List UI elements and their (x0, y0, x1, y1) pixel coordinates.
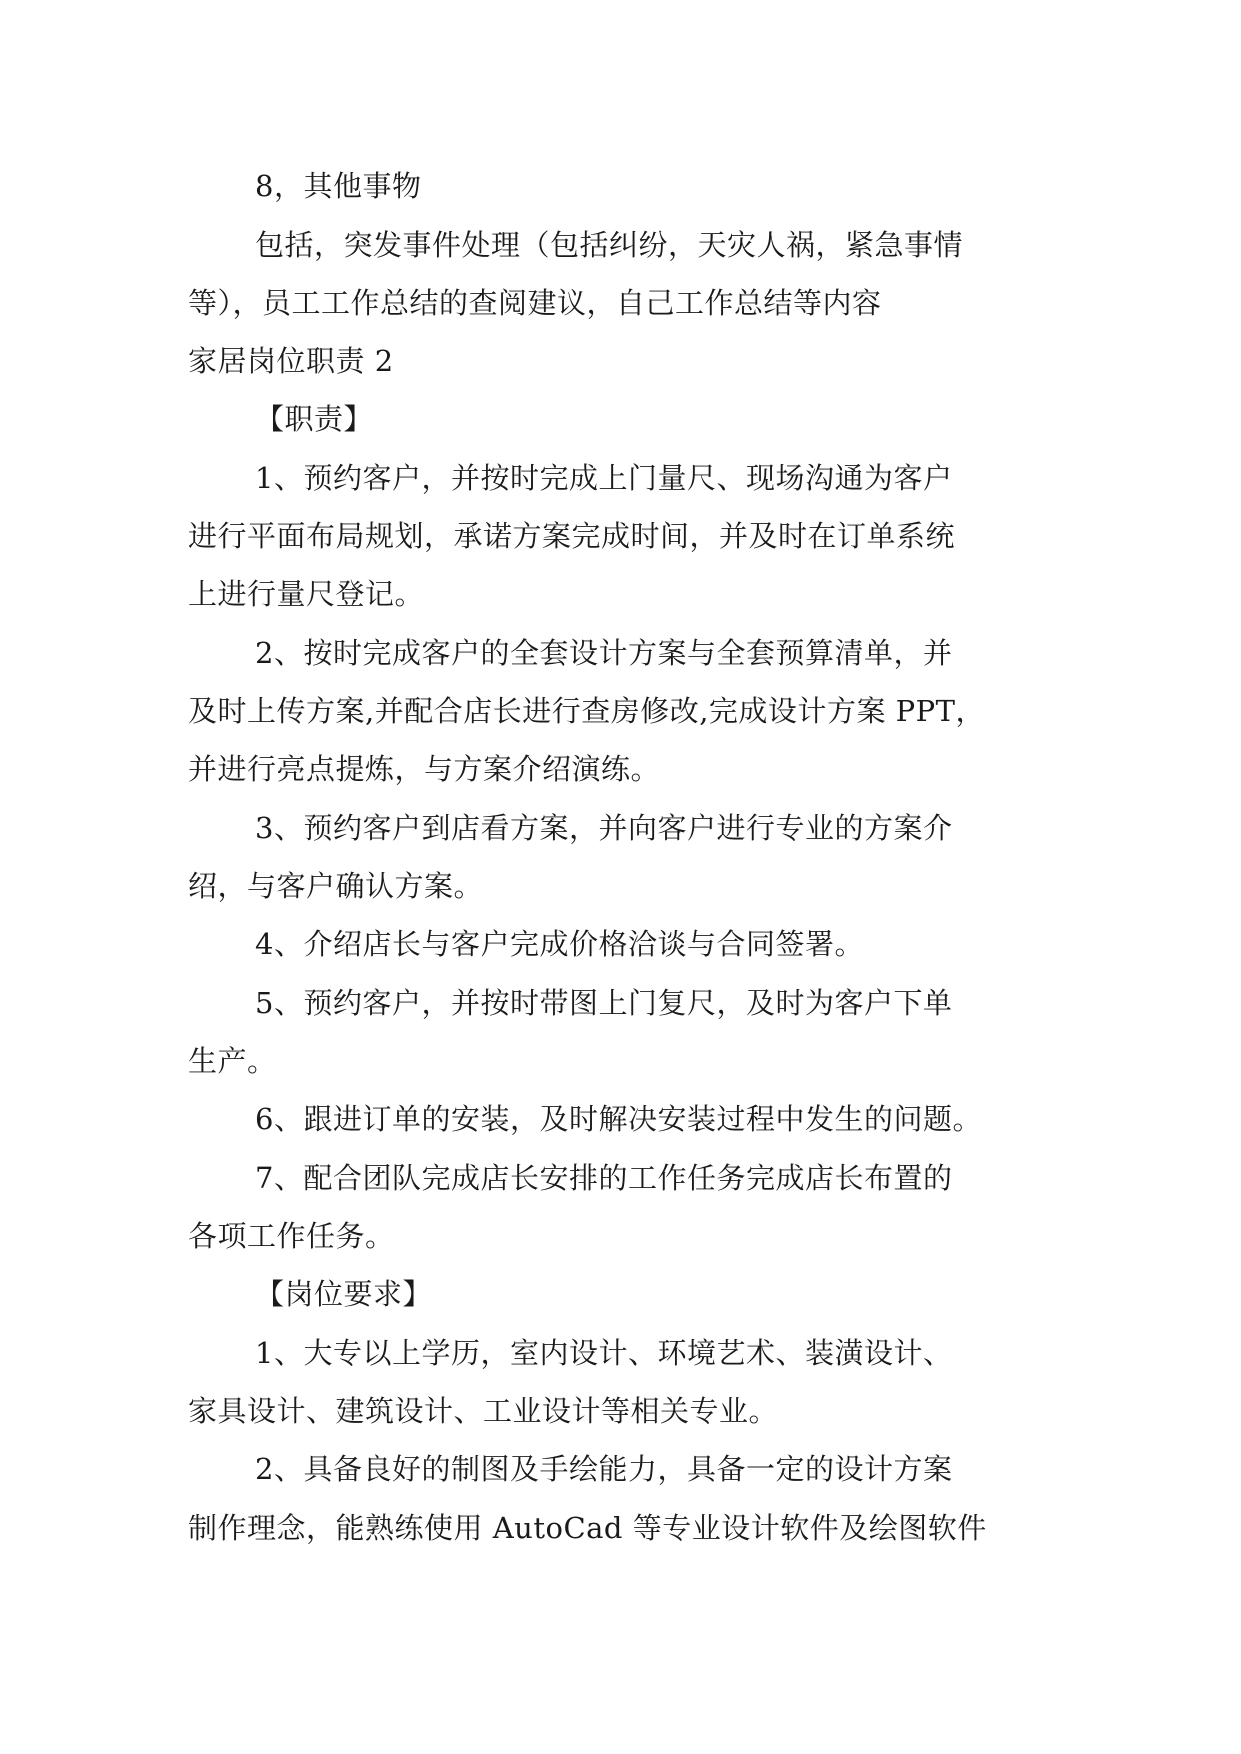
paragraph-line: 1、大专以上学历，室内设计、环境艺术、装潢设计、 (255, 1336, 953, 1370)
paragraph-line: 上进行量尺登记。 (188, 577, 425, 611)
paragraph-line: 并进行亮点提炼，与方案介绍演练。 (188, 752, 661, 786)
paragraph-line: 6、跟进订单的安装，及时解决安装过程中发生的问题。 (255, 1102, 982, 1136)
paragraph-line: 2、具备良好的制图及手绘能力，具备一定的设计方案 (255, 1452, 953, 1486)
paragraph-line: 3、预约客户到店看方案，并向客户进行专业的方案介 (255, 811, 953, 845)
paragraph-line: 进行平面布局规划，承诺方案完成时间，并及时在订单系统 (188, 519, 956, 553)
section-heading: 【职责】 (255, 402, 374, 436)
paragraph-line: 制作理念，能熟练使用 AutoCad 等专业设计软件及绘图软件 (188, 1511, 987, 1545)
paragraph-line: 1、预约客户，并按时完成上门量尺、现场沟通为客户 (255, 461, 953, 495)
section-heading: 【岗位要求】 (255, 1277, 433, 1311)
paragraph-line: 包括，突发事件处理（包括纠纷，天灾人祸，紧急事情 (255, 228, 964, 262)
paragraph-line: 4、介绍店长与客户完成价格洽谈与合同签署。 (255, 927, 864, 961)
paragraph-line: 各项工作任务。 (188, 1219, 395, 1253)
paragraph-line: 8，其他事物 (255, 169, 422, 203)
section-title: 家居岗位职责 2 (188, 344, 394, 378)
paragraph-line: 5、预约客户，并按时带图上门复尺，及时为客户下单 (255, 986, 953, 1020)
paragraph-line: 等），员工工作总结的查阅建议，自己工作总结等内容 (188, 286, 882, 320)
paragraph-line: 生产。 (188, 1044, 277, 1078)
paragraph-line: 绍，与客户确认方案。 (188, 869, 484, 903)
paragraph-line: 及时上传方案,并配合店长进行查房修改,完成设计方案 PPT， (188, 694, 986, 728)
paragraph-line: 2、按时完成客户的全套设计方案与全套预算清单，并 (255, 636, 953, 670)
paragraph-line: 家具设计、建筑设计、工业设计等相关专业。 (188, 1394, 779, 1428)
paragraph-line: 7、配合团队完成店长安排的工作任务完成店长布置的 (255, 1161, 953, 1195)
